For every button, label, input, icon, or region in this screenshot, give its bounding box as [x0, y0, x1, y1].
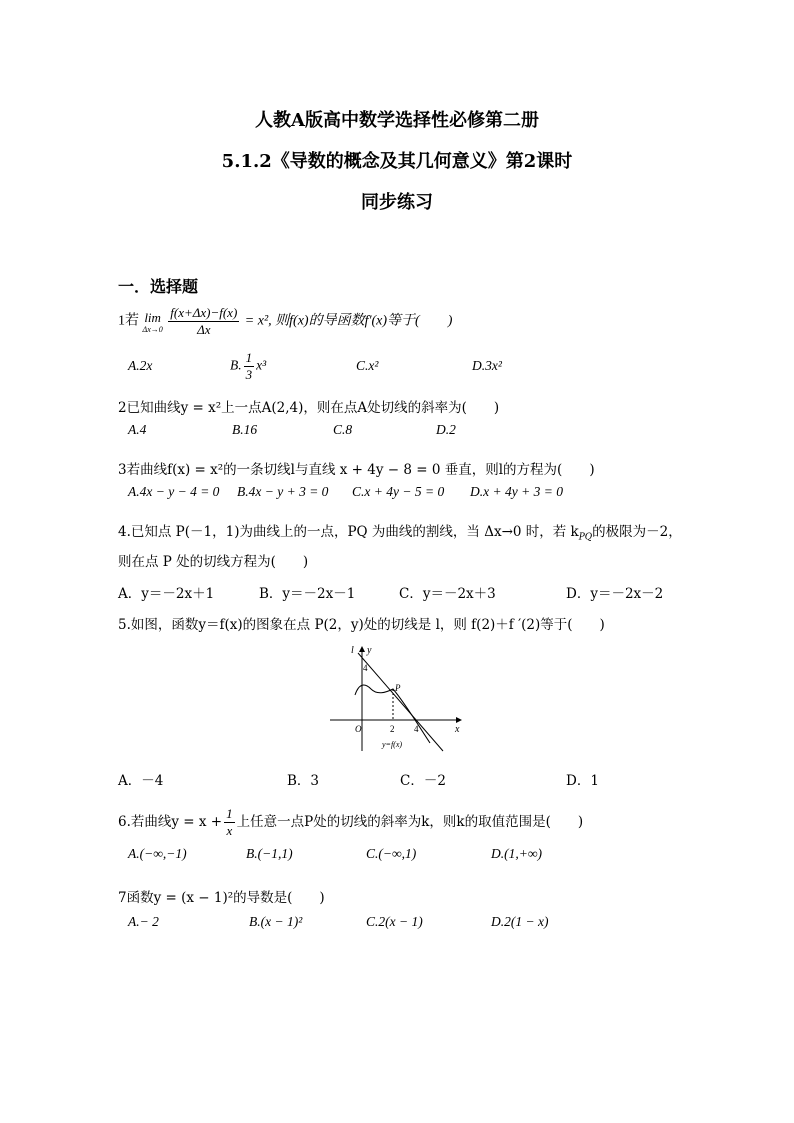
- q2-option-d: D.2: [436, 422, 456, 437]
- label-x: x: [455, 724, 460, 735]
- q4-option-a: A．y＝－2x＋1: [118, 586, 215, 602]
- q7-option-a: A.− 2: [128, 914, 159, 929]
- q6-option-a: A.(−∞,−1): [128, 846, 187, 861]
- q3-option-d: D.x + 4y + 3 = 0: [470, 484, 563, 499]
- limit-symbol: lim Δx→0: [142, 309, 163, 334]
- label-y: y: [367, 645, 372, 656]
- q4-option-c: C．y＝－2x＋3: [399, 586, 496, 602]
- q6-option-b: B.(−1,1): [246, 846, 293, 861]
- q1-option-d: D.3x²: [472, 358, 502, 373]
- question-1: 1若 lim Δx→0 $\frac{f(x+\Delta x)-f(x)}{\Delta x}$ = x², 则f(x)的导函数f′(x)等于( ): [118, 305, 453, 337]
- q3-option-b: B.4x − y + 3 = 0: [237, 484, 329, 499]
- question-3: 3若曲线f(x) = x²的一条切线l与直线 x + 4y − 8 = 0 垂直，则l的方程为( ): [118, 462, 595, 478]
- q5-option-b: B．3: [287, 773, 320, 789]
- q4-option-b: B．y＝－2x－1: [259, 586, 356, 602]
- q6-option-d: D.(1,+∞): [491, 846, 542, 861]
- tangent-line: [358, 653, 443, 751]
- q4-option-d: D．y＝－2x－2: [566, 586, 664, 602]
- q1-fraction: $\frac{f(x+\Delta x)-f(x)}{\Delta x}$: [170, 305, 238, 337]
- q7-option-d: D.2(1 − x): [491, 914, 549, 929]
- q3-option-c: C.x + 4y − 5 = 0: [352, 484, 445, 499]
- q5-option-d: D．1: [566, 773, 599, 789]
- label-x-4: 4: [414, 724, 419, 734]
- q2-option-a: A.4: [128, 422, 147, 437]
- section-heading: 一．选择题: [118, 277, 199, 296]
- q7-option-b: B.(x − 1)²: [249, 914, 303, 929]
- label-curve: y=f(x): [382, 740, 403, 749]
- label-x-2: 2: [390, 724, 395, 734]
- q1-option-c: C.x²: [356, 358, 379, 373]
- doc-subtitle-2: 同步练习: [361, 192, 433, 213]
- q7-option-c: C.2(x − 1): [366, 914, 423, 929]
- doc-subtitle: 5.1.2《导数的概念及其几何意义》第2课时: [221, 151, 573, 172]
- q6-option-c: C.(−∞,1): [366, 846, 417, 861]
- q2-option-c: C.8: [333, 422, 353, 437]
- function-graph: [325, 643, 465, 755]
- label-origin: O: [355, 724, 362, 734]
- question-5: 5.如图，函数y＝f(x)的图象在点 P(2，y)处的切线是 l，则 f(2)＋f ′(2)等于( ): [118, 617, 605, 633]
- question-6: 6.若曲线y = x + $\frac{1}{x}$ 上任意一点P处的切线的斜率为k，则k的取值范围是( ): [118, 806, 584, 838]
- q5-option-c: C．－2: [400, 773, 446, 789]
- label-y-4: 4: [363, 663, 368, 673]
- question-4-line-2: 则在点 P 处的切线方程为( ): [118, 554, 309, 570]
- q2-option-b: B.16: [232, 422, 258, 437]
- question-7: 7函数y = (x − 1)²的导数是( ): [118, 890, 325, 906]
- q1-option-b: B. $\frac{1}{3}$ x³: [230, 350, 267, 382]
- label-p: P: [395, 683, 401, 693]
- q6-fraction: $\frac{1}{x}$: [226, 806, 233, 838]
- q3-option-a: A.4x − y − 4 = 0: [128, 484, 220, 499]
- label-l: l: [351, 645, 354, 656]
- q5-option-a: A．－4: [118, 773, 164, 789]
- question-4-line-1: 4.已知点 P(－1，1)为曲线上的一点，PQ 为曲线的割线，当 Δx→0 时，若 $k_{PQ}$的极限为－2，: [118, 524, 682, 543]
- doc-title: 人教A版高中数学选择性必修第二册: [255, 110, 539, 131]
- question-2: 2已知曲线y = x²上一点A(2,4)，则在点A处切线的斜率为( ): [118, 400, 500, 416]
- q1-option-a: A.2x: [128, 358, 153, 373]
